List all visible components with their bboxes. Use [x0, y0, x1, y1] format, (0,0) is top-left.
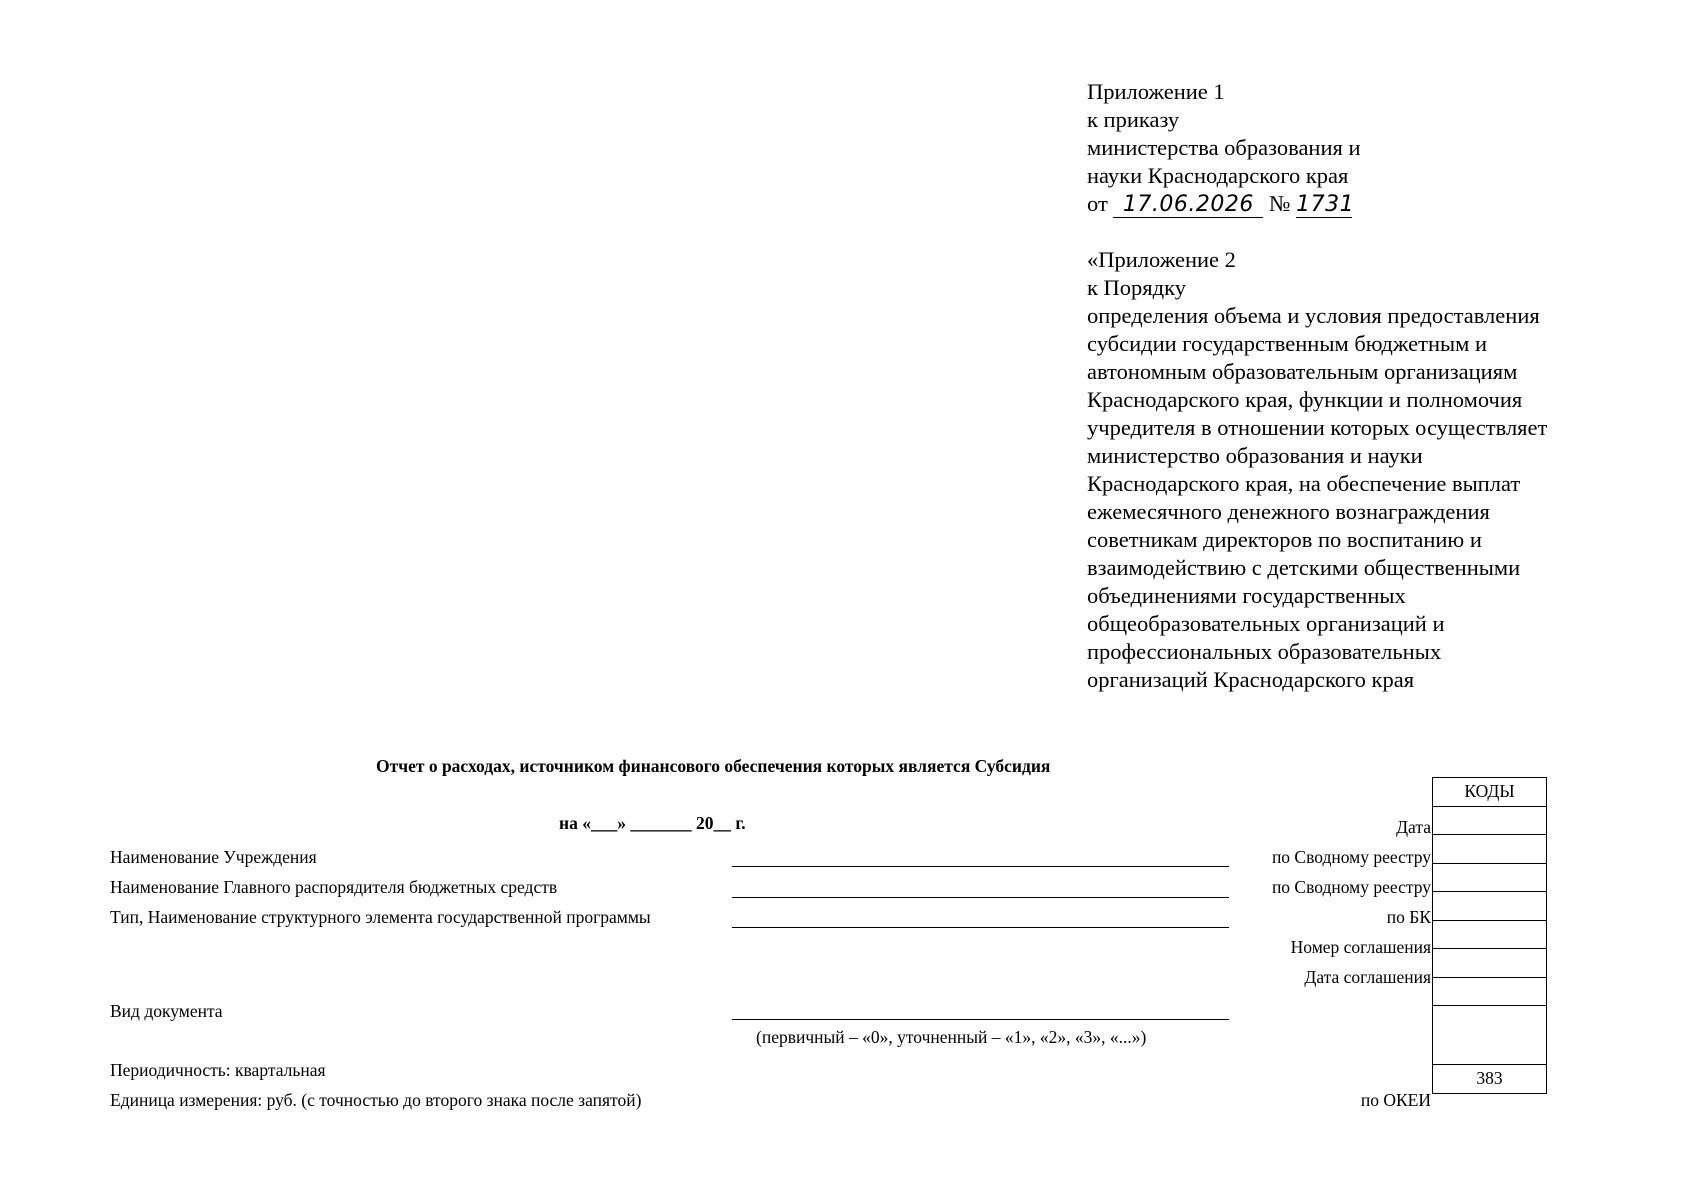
appendix-2-line: объединениями государственных	[1087, 583, 1406, 608]
appendix-1-line-2: к приказу	[1087, 107, 1180, 132]
appendix-2-line: субсидии государственным бюджетным и	[1087, 331, 1488, 356]
code-cell-registry-1[interactable]	[1433, 835, 1547, 864]
periodicity-label: Периодичность: квартальная	[110, 1060, 326, 1080]
appendix-2-line: профессиональных образовательных	[1087, 639, 1442, 664]
appendix-1-title: Приложение 1	[1087, 79, 1225, 104]
code-cell-agreement-date[interactable]	[1433, 949, 1547, 978]
code-label-registry-1: по Сводному реестру	[1271, 847, 1431, 867]
appendix-2-line: советникам директоров по воспитанию и	[1087, 527, 1482, 552]
code-label-date: Дата	[1396, 817, 1431, 837]
code-cell-doc-type[interactable]	[1433, 1006, 1547, 1065]
code-label-okei: по ОКЕИ	[1360, 1090, 1431, 1110]
appendix-2-line: к Порядку	[1087, 275, 1186, 300]
appendix-1-date-line	[1087, 190, 1647, 218]
code-label-agreement-number: Номер соглашения	[1290, 937, 1431, 957]
date-prefix: от	[1087, 191, 1108, 216]
appendix-1-block	[1087, 78, 1647, 694]
code-label-agreement-date: Дата соглашения	[1304, 967, 1431, 987]
doc-type-field-line[interactable]	[732, 1019, 1229, 1020]
appendix-2-line: министерство образования и науки	[1087, 443, 1423, 468]
appendix-2-block	[1087, 246, 1647, 694]
institution-label: Наименование Учреждения	[110, 847, 317, 867]
appendix-2-line: Краснодарского края, функции и полномочия	[1087, 387, 1523, 412]
appendix-gap	[1087, 218, 1647, 246]
report-date-line: на «___» _______ 20__ г.	[559, 813, 746, 833]
codes-table	[1432, 777, 1547, 1094]
appendix-1-line-4: науки Краснодарского края	[1087, 163, 1349, 188]
handwritten-order-date: 17.06.2026	[1113, 193, 1263, 218]
appendix-2-line: организаций Краснодарского края	[1087, 667, 1415, 692]
code-cell-date[interactable]	[1433, 806, 1547, 835]
main-manager-field-line[interactable]	[732, 897, 1229, 898]
institution-field-line[interactable]	[732, 866, 1229, 867]
appendix-2-line: общеобразовательных организаций и	[1087, 611, 1445, 636]
code-label-bk: по БК	[1386, 907, 1431, 927]
code-cell-bk[interactable]	[1433, 892, 1547, 921]
report-title: Отчет о расходах, источником финансового обеспечения которых является Субсидия	[376, 756, 1051, 776]
code-label-registry-2: по Сводному реестру	[1271, 877, 1431, 897]
appendix-2-line: автономным образовательным организациям	[1087, 359, 1518, 384]
appendix-1-line-3: министерства образования и	[1087, 135, 1361, 160]
doc-type-label: Вид документа	[110, 1001, 223, 1021]
handwritten-order-number: 1731	[1296, 192, 1355, 217]
unit-label: Единица измерения: руб. (с точностью до второго знака после запятой)	[110, 1090, 642, 1110]
program-element-field-line[interactable]	[732, 927, 1229, 928]
appendix-2-line: Краснодарского края, на обеспечение выплат	[1087, 471, 1521, 496]
main-manager-label: Наименование Главного распорядителя бюджетных средств	[110, 877, 558, 897]
doc-type-hint: (первичный – «0», уточненный – «1», «2», «3», «...»)	[756, 1027, 1147, 1047]
appendix-2-line: взаимодействию с детскими общественными	[1087, 555, 1521, 580]
code-cell-extra[interactable]	[1433, 977, 1547, 1006]
appendix-2-line: ежемесячного денежного вознаграждения	[1087, 499, 1490, 524]
code-cell-agreement-number[interactable]	[1433, 920, 1547, 949]
code-cell-okei: 383	[1433, 1065, 1547, 1094]
appendix-2-line: «Приложение 2	[1087, 247, 1236, 272]
number-sign: №	[1269, 191, 1291, 216]
appendix-2-line: определения объема и условия предоставления	[1087, 303, 1540, 328]
program-element-label: Тип, Наименование структурного элемента государственной программы	[110, 907, 651, 927]
codes-header: КОДЫ	[1433, 778, 1547, 807]
appendix-2-line: учредителя в отношении которых осуществляет	[1087, 415, 1548, 440]
code-cell-registry-2[interactable]	[1433, 863, 1547, 892]
